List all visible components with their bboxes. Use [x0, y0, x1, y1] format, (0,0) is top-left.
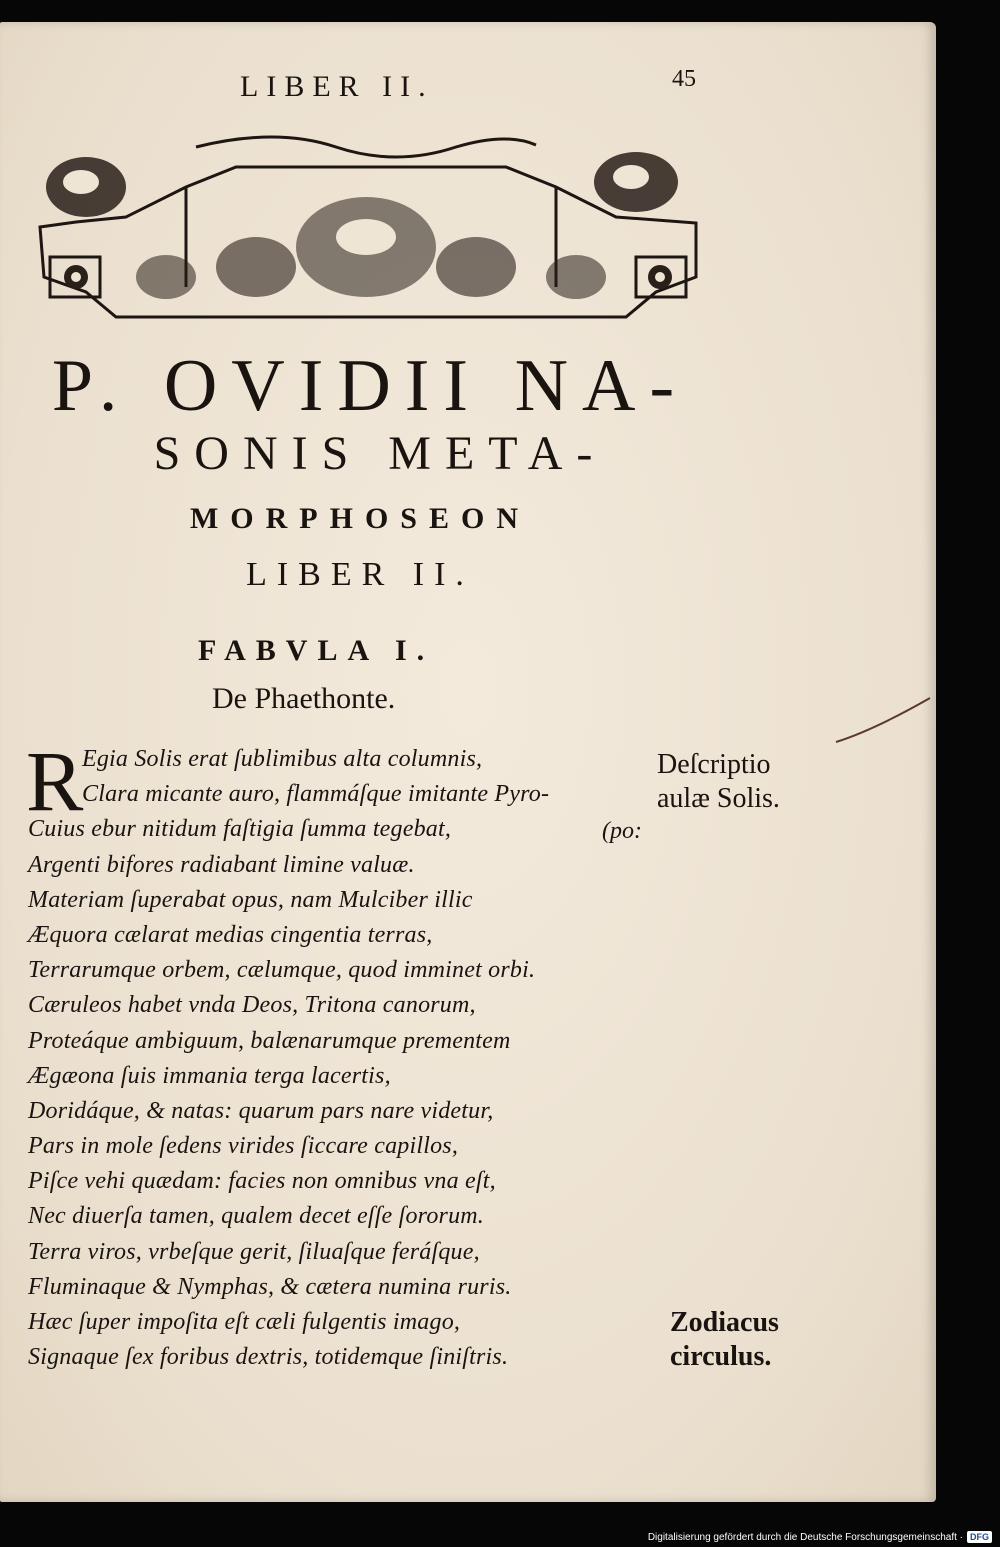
ornamental-headpiece	[36, 127, 700, 327]
verse-line: Terrarumque orbem, cælumque, quod imminet orbi.	[28, 957, 536, 984]
verse-line: Pars in mole ſedens virides ſiccare capillos,	[28, 1133, 459, 1160]
title-line-1: P. OVIDII NA-	[51, 345, 689, 427]
margin-note-line: circulus.	[670, 1341, 772, 1372]
verse-line: Hæc ſuper impoſita eſt cæli fulgentis imago,	[28, 1309, 461, 1335]
verse-line: Terra viros, vrbeſque gerit, ſiluaſque feráſque,	[28, 1238, 480, 1265]
paper-tear-mark	[834, 690, 934, 750]
verse-continuation: (po:	[602, 818, 642, 844]
verse-line: Proteáque ambiguum, balænarumque prementem	[28, 1027, 511, 1054]
verse-line: Cuius ebur nitidum faſtigia ſumma tegebat,	[28, 816, 452, 843]
verse-line: Egia Solis erat ſublimibus alta columnis,	[82, 746, 483, 772]
verse-line: Ægæona ſuis immania terga lacertis,	[28, 1062, 391, 1089]
verse-list	[28, 742, 668, 1375]
verse-line: Signaque ſex foribus dextris, totidemque ſiniſtris.	[28, 1344, 509, 1371]
book-page	[0, 22, 936, 1502]
running-title: LIBER II.	[240, 70, 434, 103]
verse-line: Argenti bifores radiabant limine valuæ.	[28, 851, 415, 878]
verse-line: Nec diuerſa tamen, qualem decet eſſe ſororum.	[28, 1203, 484, 1230]
verse-line: Fluminaque & Nymphas, & cætera numina ruris.	[28, 1273, 512, 1300]
fabula-heading: FABVLA I.	[198, 634, 435, 667]
page-number: 45	[672, 66, 696, 92]
dfg-logo-icon: DFG	[967, 1531, 992, 1543]
drop-cap: R	[26, 733, 84, 829]
verse-line: Piſce vehi quædam: facies non omnibus vna eſt,	[28, 1168, 496, 1195]
margin-note-zodiacus	[670, 1306, 779, 1374]
verse-line: Clara micante auro, flammáſque imitante Pyro-	[82, 781, 550, 808]
margin-note-descriptio	[657, 748, 780, 816]
verse-line: Materiam ſuperabat opus, nam Mulciber illic	[28, 886, 473, 913]
margin-note-line: Zodiacus	[670, 1307, 779, 1338]
verse-line: Cæruleos habet vnda Deos, Tritona canorum,	[28, 992, 476, 1019]
margin-note-line: Deſcriptio	[657, 749, 771, 780]
fabula-subheading: De Phaethonte.	[212, 682, 396, 715]
title-line-2: SONIS META-	[153, 427, 607, 480]
title-line-4: LIBER II.	[246, 556, 474, 593]
digitization-footer	[648, 1531, 992, 1543]
margin-note-line: aulæ Solis.	[657, 783, 780, 814]
verse-line: Æquora cælarat medias cingentia terras,	[28, 921, 433, 948]
title-line-3: MORPHOSEON	[189, 502, 530, 535]
footer-text: Digitalisierung gefördert durch die Deutsche Forschungsgemeinschaft ·	[647, 1531, 963, 1543]
verse-line: Doridáque, & natas: quarum pars nare videtur,	[28, 1097, 494, 1124]
